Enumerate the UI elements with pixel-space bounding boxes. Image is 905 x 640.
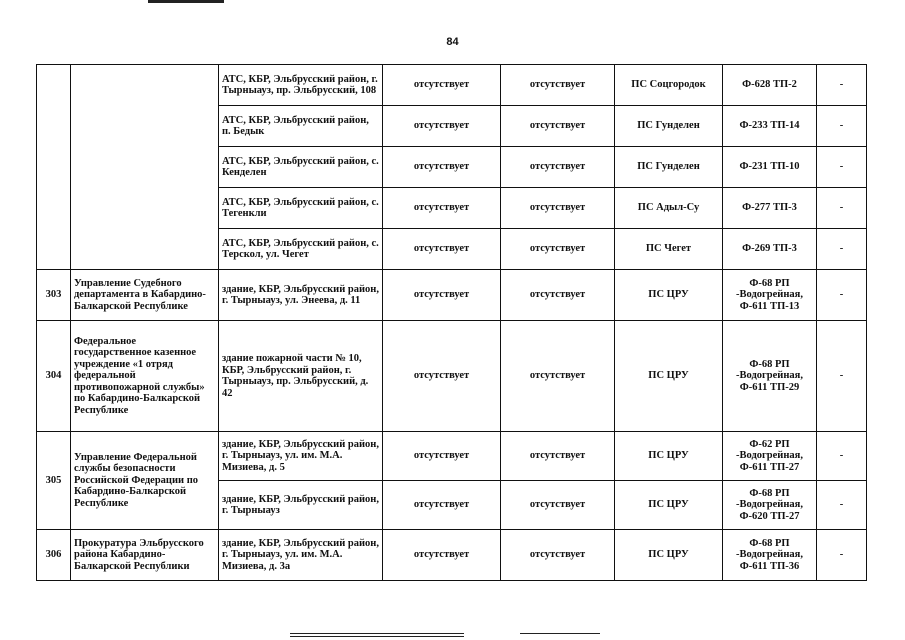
- status-cell: отсутствует: [383, 432, 501, 481]
- status-cell: отсутствует: [501, 229, 615, 270]
- status-cell: отсутствует: [383, 530, 501, 581]
- note-cell: -: [817, 65, 867, 106]
- substation-cell: ПС Чегет: [615, 229, 723, 270]
- bottom-rule: [520, 633, 600, 634]
- feeder-cell: Ф-277 ТП-3: [723, 188, 817, 229]
- address-cell: здание, КБР, Эльбрусский район, г. Тырныауз, ул. им. М.А. Мизиева, д. 3а: [219, 530, 383, 581]
- status-cell: отсутствует: [501, 106, 615, 147]
- row-number: 305: [37, 432, 71, 530]
- bottom-rule: [290, 633, 464, 634]
- status-cell: отсутствует: [383, 188, 501, 229]
- address-cell: АТС, КБР, Эльбрусский район, г. Тырныауз, пр. Эльбрусский, 108: [219, 65, 383, 106]
- feeder-cell: Ф-628 ТП-2: [723, 65, 817, 106]
- note-cell: -: [817, 147, 867, 188]
- status-cell: отсутствует: [383, 65, 501, 106]
- feeder-cell: Ф-68 РП -Водогрейная, Ф-611 ТП-29: [723, 321, 817, 432]
- status-cell: отсутствует: [383, 321, 501, 432]
- registry-table: [36, 64, 867, 581]
- organization-cell: Прокуратура Эльбрусского района Кабардино-Балкарской Республики: [71, 530, 219, 581]
- feeder-cell: Ф-68 РП -Водогрейная, Ф-620 ТП-27: [723, 481, 817, 530]
- address-cell: здание, КБР, Эльбрусский район, г. Тырныауз, ул. Энеева, д. 11: [219, 270, 383, 321]
- note-cell: -: [817, 481, 867, 530]
- organization-cell: Управление Федеральной службы безопасности Российской Федерации по Кабардино-Балкарской Республике: [71, 432, 219, 530]
- note-cell: -: [817, 229, 867, 270]
- top-rule: [148, 0, 224, 3]
- address-cell: АТС, КБР, Эльбрусский район, с. Терскол, ул. Чегет: [219, 229, 383, 270]
- feeder-cell: Ф-233 ТП-14: [723, 106, 817, 147]
- status-cell: отсутствует: [501, 270, 615, 321]
- status-cell: отсутствует: [383, 147, 501, 188]
- substation-cell: ПС ЦРУ: [615, 321, 723, 432]
- feeder-cell: Ф-68 РП -Водогрейная, Ф-611 ТП-13: [723, 270, 817, 321]
- note-cell: -: [817, 188, 867, 229]
- substation-cell: ПС Гунделен: [615, 106, 723, 147]
- row-number: 306: [37, 530, 71, 581]
- note-cell: -: [817, 530, 867, 581]
- table-row: [37, 530, 867, 581]
- status-cell: отсутствует: [501, 65, 615, 106]
- organization-cell: Федеральное государственное казенное учреждение «1 отряд федеральной противопожарной службы» по Кабардино-Балкарской Республике: [71, 321, 219, 432]
- substation-cell: ПС ЦРУ: [615, 530, 723, 581]
- status-cell: отсутствует: [383, 481, 501, 530]
- status-cell: отсутствует: [501, 530, 615, 581]
- feeder-cell: Ф-68 РП -Водогрейная, Ф-611 ТП-36: [723, 530, 817, 581]
- status-cell: отсутствует: [383, 229, 501, 270]
- row-number: [37, 65, 71, 270]
- note-cell: -: [817, 432, 867, 481]
- substation-cell: ПС ЦРУ: [615, 481, 723, 530]
- address-cell: здание, КБР, Эльбрусский район, г. Тырныауз, ул. им. М.А. Мизиева, д. 5: [219, 432, 383, 481]
- address-cell: АТС, КБР, Эльбрусский район, с. Кенделен: [219, 147, 383, 188]
- feeder-cell: Ф-231 ТП-10: [723, 147, 817, 188]
- bottom-rule: [290, 636, 464, 637]
- substation-cell: ПС Гунделен: [615, 147, 723, 188]
- table-row: [37, 321, 867, 432]
- address-cell: здание пожарной части № 10, КБР, Эльбрусский район, г. Тырныауз, пр. Эльбрусский, д. 42: [219, 321, 383, 432]
- status-cell: отсутствует: [501, 188, 615, 229]
- address-cell: АТС, КБР, Эльбрусский район, п. Бедык: [219, 106, 383, 147]
- table-row: [37, 65, 867, 106]
- status-cell: отсутствует: [501, 432, 615, 481]
- feeder-cell: Ф-62 РП -Водогрейная, Ф-611 ТП-27: [723, 432, 817, 481]
- substation-cell: ПС Соцгородок: [615, 65, 723, 106]
- row-number: 303: [37, 270, 71, 321]
- status-cell: отсутствует: [383, 270, 501, 321]
- note-cell: -: [817, 106, 867, 147]
- address-cell: АТС, КБР, Эльбрусский район, с. Тегенкли: [219, 188, 383, 229]
- address-cell: здание, КБР, Эльбрусский район, г. Тырныауз: [219, 481, 383, 530]
- organization-cell: [71, 65, 219, 270]
- substation-cell: ПС ЦРУ: [615, 270, 723, 321]
- status-cell: отсутствует: [501, 481, 615, 530]
- status-cell: отсутствует: [501, 321, 615, 432]
- note-cell: -: [817, 270, 867, 321]
- feeder-cell: Ф-269 ТП-3: [723, 229, 817, 270]
- note-cell: -: [817, 321, 867, 432]
- table-row: [37, 432, 867, 481]
- substation-cell: ПС ЦРУ: [615, 432, 723, 481]
- page-number: 84: [446, 36, 459, 48]
- status-cell: отсутствует: [501, 147, 615, 188]
- organization-cell: Управление Судебного департамента в Кабардино-Балкарской Республике: [71, 270, 219, 321]
- table-row: [37, 270, 867, 321]
- status-cell: отсутствует: [383, 106, 501, 147]
- row-number: 304: [37, 321, 71, 432]
- substation-cell: ПС Адыл-Су: [615, 188, 723, 229]
